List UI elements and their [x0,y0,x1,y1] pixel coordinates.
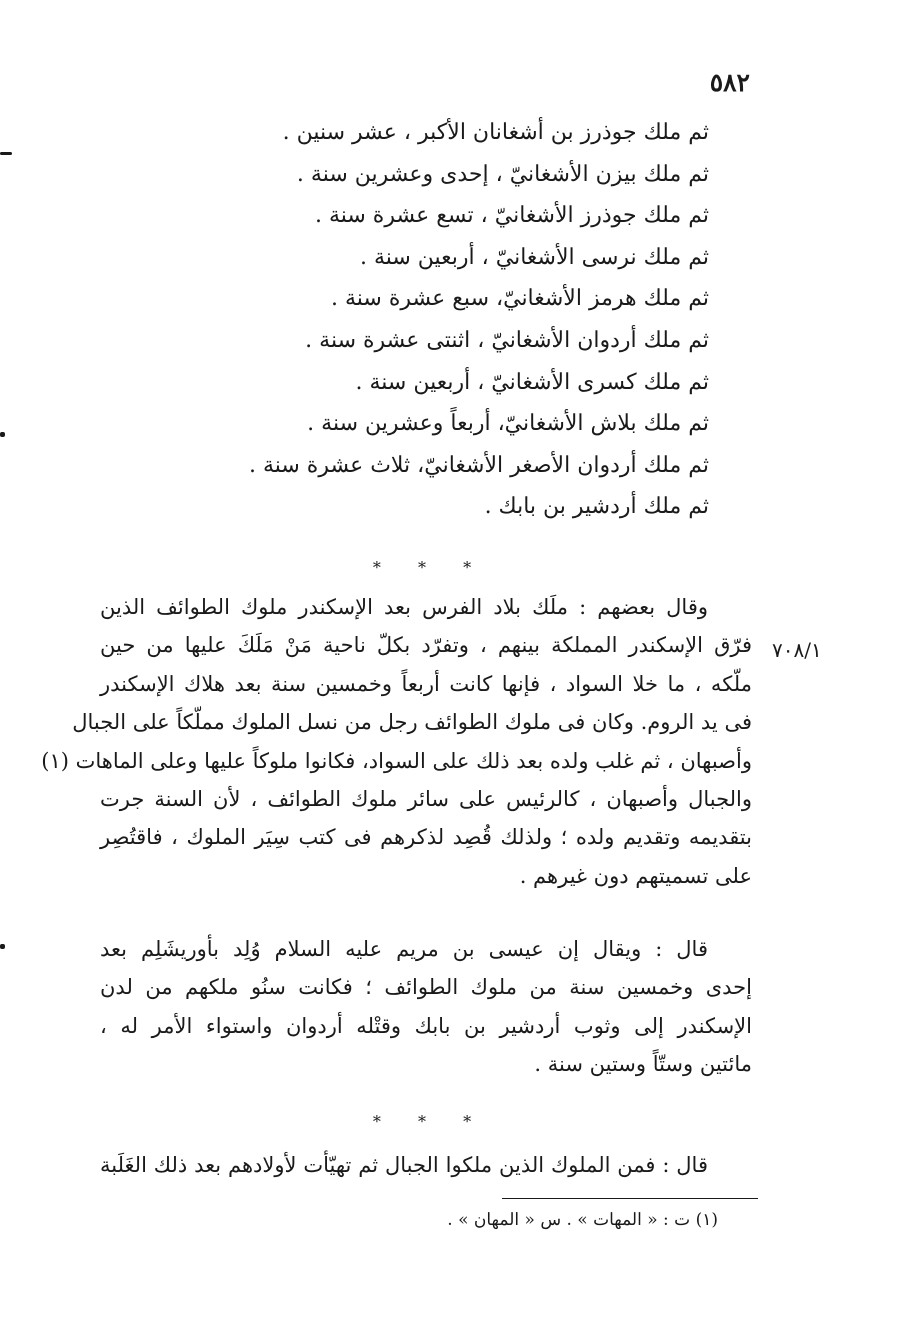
paragraph-line: على تسميتهم دون غيرهم . [519,863,752,888]
list-line: ثم ملك نرسى الأشغانيّ ، أربعين سنة . [359,244,709,270]
paragraph-line: والجبال وأصبهان ، كالرئيس على سائر ملوك الطوائف ، لأن السنة جرت [100,786,752,811]
list-line: ثم ملك أردوان الأشغانيّ ، اثنتى عشرة سنة . [305,327,709,353]
list-line: ثم ملك أردوان الأصغر الأشغانيّ، ثلاث عشرة سنة . [248,452,709,478]
paragraph-line: وقال بعضهم : ملَك بلاد الفرس بعد الإسكندر ملوك الطوائف الذين [100,595,708,619]
footnote: (١) ت : « المهات » . س « المهان » . [447,1210,718,1230]
paragraph-line: الإسكندر إلى وثوب أردشير بن بابك وقتْله أردوان واستواء الأمر له ، [100,1013,752,1038]
list-line: ثم ملك جوذرز بن أشغانان الأكبر ، عشر سنين . [282,120,709,145]
paragraph-line: مائتين وستّاً وستين سنة . [534,1052,752,1077]
list-line: ثم ملك بيزن الأشغانيّ ، إحدى وعشرين سنة . [296,161,709,187]
paragraph-line: ملّكه ، ما خلا السواد ، فإنها كانت أربعاً وخمسين سنة بعد هلاك الإسكندر [100,671,752,696]
footnote-rule [502,1198,758,1199]
paragraph-line: فى يد الروم. وكان فى ملوك الطوائف رجل من نسل الملوك مملّكاً على الجبال [72,710,752,735]
list-line: ثم ملك أردشير بن بابك . [484,494,709,520]
margin-reference: ٧٠٨/١ [772,638,822,662]
paragraph-line: فرّق الإسكندر المملكة بينهم ، وتفرّد بكلّ ناحية مَنْ مَلَكَ عليها من حين [100,633,752,658]
paragraph-3 [100,1146,752,1184]
list-line: ثم ملك بلاش الأشغانيّ، أربعاً وعشرين سنة . [307,411,709,437]
paragraph-1 [41,588,752,895]
paragraph-line: قال : فمن الملوك الذين ملكوا الجبال ثم تهيّأت لأولادهم بعد ذلك الغَلَبة [100,1153,708,1177]
page-number: ٥٨٢ [709,68,750,97]
scan-edge-mark [0,944,5,949]
section-divider: * * * [372,1112,488,1131]
scan-edge-mark [0,152,12,155]
kings-list [189,112,709,528]
paragraph-line: قال : ويقال إن عيسى بن مريم عليه السلام وُلِد بأوريشَلِم بعد [100,937,708,961]
scan-edge-mark [0,432,5,437]
list-line: ثم ملك هرمز الأشغانيّ، سبع عشرة سنة . [330,286,709,312]
section-divider: * * * [372,558,488,577]
paragraph-line: بتقديمه وتقديم ولده ؛ ولذلك قُصِد لذكرهم فى كتب سِيَر الملوك ، فاقتُصِر [100,825,752,850]
paragraph-line: وأصبهان ، ثم غلب ولده بعد ذلك على السواد، فكانوا ملوكاً عليها وعلى الماهات (١) [41,748,752,773]
list-line: ثم ملك جوذرز الأشغانيّ ، تسع عشرة سنة . [314,203,709,229]
list-line: ثم ملك كسرى الأشغانيّ ، أربعين سنة . [355,369,709,395]
paragraph-2 [100,930,752,1084]
paragraph-line: إحدى وخمسين سنة من ملوك الطوائف ؛ فكانت سنُو ملكهم من لدن [100,975,752,1000]
